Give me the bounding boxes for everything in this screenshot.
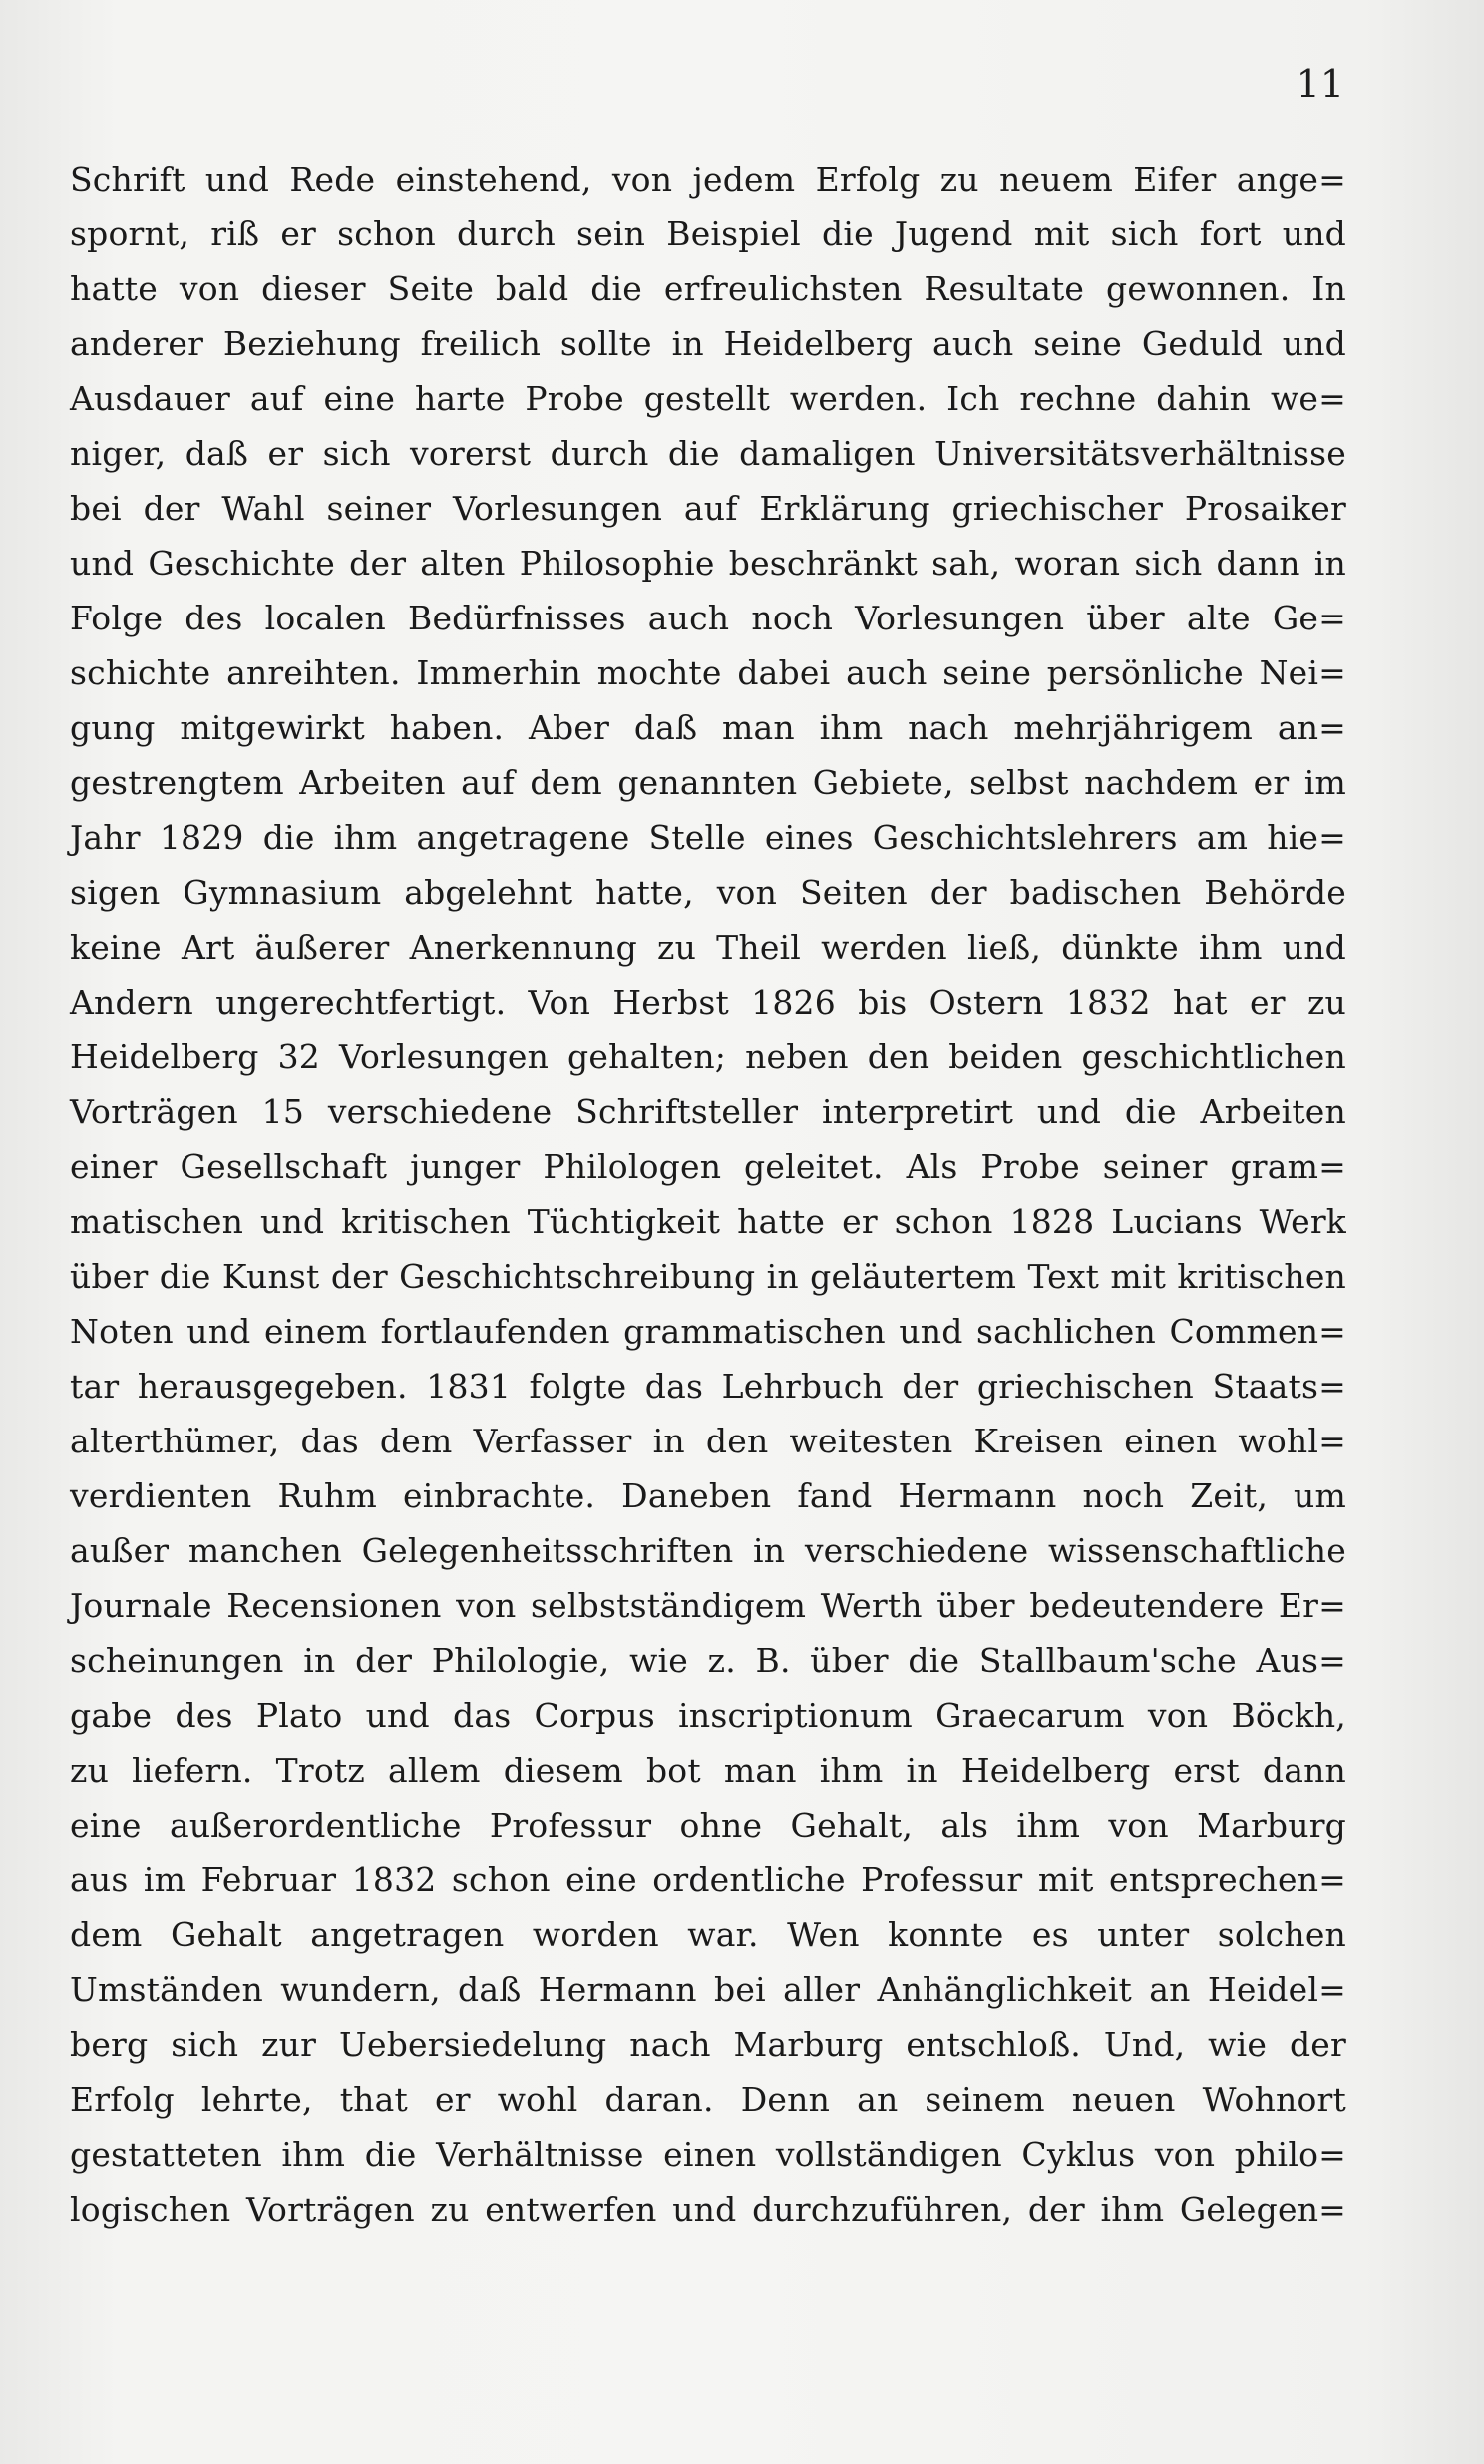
text-line: dem Gehalt angetragen worden war. Wen konnte es unter solchen [70, 1915, 1346, 1954]
text-line: verdienten Ruhm einbrachte. Daneben fand Hermann noch Zeit, um [70, 1476, 1346, 1515]
text-line: außer manchen Gelegenheitsschriften in verschiedene wissenschaftliche [70, 1531, 1346, 1570]
text-line: Vorträgen 15 verschiedene Schriftsteller interpretirt und die Arbeiten [70, 1092, 1346, 1131]
text-line: anderer Beziehung freilich sollte in Heidelberg auch seine Geduld und [70, 324, 1346, 363]
text-line: aus im Februar 1832 schon eine ordentliche Professur mit entsprechen= [70, 1860, 1346, 1899]
text-line: zu liefern. Trotz allem diesem bot man ihm in Heidelberg erst dann [70, 1751, 1346, 1790]
text-line: bei der Wahl seiner Vorlesungen auf Erklärung griechischer Prosaiker [70, 489, 1346, 528]
text-line: gung mitgewirkt haben. Aber daß man ihm nach mehrjährigem an= [70, 708, 1346, 747]
text-line: Jahr 1829 die ihm angetragene Stelle eines Geschichtslehrers am hie= [70, 818, 1346, 857]
text-line: gestrengtem Arbeiten auf dem genannten Gebiete, selbst nachdem er im [70, 763, 1346, 802]
text-line: hatte von dieser Seite bald die erfreulichsten Resultate gewonnen. In [70, 269, 1346, 308]
text-line: gabe des Plato und das Corpus inscriptionum Graecarum von Böckh, [70, 1696, 1346, 1735]
text-line: Andern ungerechtfertigt. Von Herbst 1826 bis Ostern 1832 hat er zu [70, 983, 1346, 1022]
text-line: Noten und einem fortlaufenden grammatischen und sachlichen Commen= [70, 1312, 1346, 1351]
text-line: tar herausgegeben. 1831 folgte das Lehrbuch der griechischen Staats= [70, 1367, 1346, 1406]
text-line: eine außerordentliche Professur ohne Gehalt, als ihm von Marburg [70, 1806, 1346, 1845]
text-line: logischen Vorträgen zu entwerfen und durchzuführen, der ihm Gelegen= [70, 2190, 1346, 2229]
text-line: spornt, riß er schon durch sein Beispiel die Jugend mit sich fort und [70, 214, 1346, 253]
text-line: Heidelberg 32 Vorlesungen gehalten; neben den beiden geschichtlichen [70, 1037, 1346, 1076]
text-line: Schrift und Rede einstehend, von jedem Erfolg zu neuem Eifer ange= [70, 160, 1346, 199]
text-line: scheinungen in der Philologie, wie z. B. über die Stallbaum'sche Aus= [70, 1641, 1346, 1680]
text-line: gestatteten ihm die Verhältnisse einen vollständigen Cyklus von philo= [70, 2135, 1346, 2174]
text-line: einer Gesellschaft junger Philologen geleitet. Als Probe seiner gram= [70, 1147, 1346, 1186]
text-line: keine Art äußerer Anerkennung zu Theil werden ließ, dünkte ihm und [70, 928, 1346, 967]
text-line: Folge des localen Bedürfnisses auch noch Vorlesungen über alte Ge= [70, 599, 1346, 637]
text-line: berg sich zur Uebersiedelung nach Marburg entschloß. Und, wie der [70, 2025, 1346, 2064]
text-line: über die Kunst der Geschichtschreibung in geläutertem Text mit kritischen [70, 1257, 1346, 1296]
text-line: niger, daß er sich vorerst durch die damaligen Universitätsverhältnisse [70, 434, 1346, 473]
text-line: matischen und kritischen Tüchtigkeit hatte er schon 1828 Lucians Werk [70, 1202, 1346, 1241]
text-line: alterthümer, das dem Verfasser in den weitesten Kreisen einen wohl= [70, 1422, 1346, 1460]
text-line: sigen Gymnasium abgelehnt hatte, von Seiten der badischen Behörde [70, 873, 1346, 912]
text-line: Journale Recensionen von selbstständigem Werth über bedeutendere Er= [70, 1586, 1346, 1625]
text-line: Ausdauer auf eine harte Probe gestellt werden. Ich rechne dahin we= [70, 379, 1346, 418]
text-line: Umständen wundern, daß Hermann bei aller Anhänglichkeit an Heidel= [70, 1970, 1346, 2009]
page-number: 11 [1296, 62, 1344, 106]
text-line: und Geschichte der alten Philosophie beschränkt sah, woran sich dann in [70, 544, 1346, 583]
text-line: Erfolg lehrte, that er wohl daran. Denn an seinem neuen Wohnort [70, 2080, 1346, 2119]
text-line: schichte anreihten. Immerhin mochte dabei auch seine persönliche Nei= [70, 653, 1346, 692]
body-text [70, 152, 1346, 2237]
